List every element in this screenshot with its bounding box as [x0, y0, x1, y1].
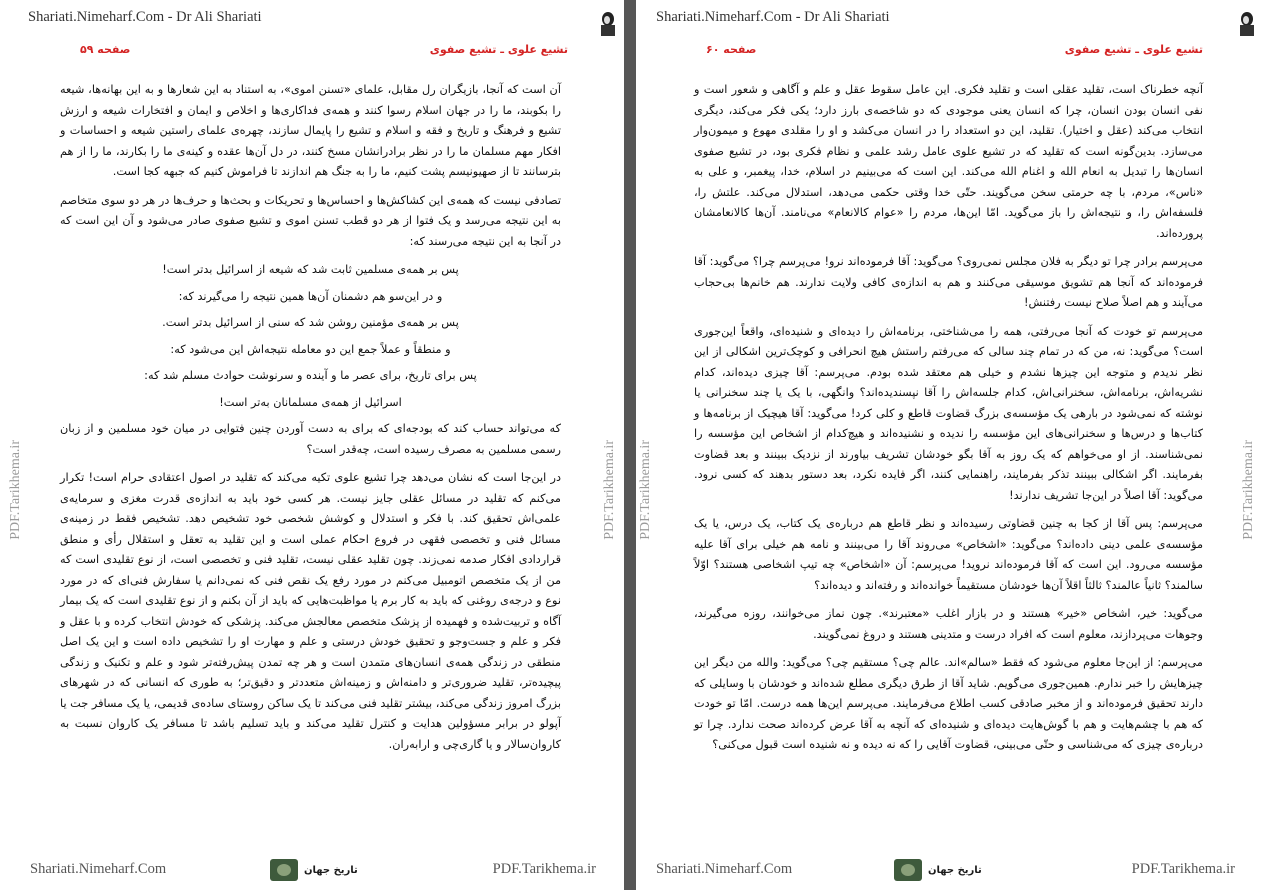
page-body [694, 80, 1203, 764]
page-number: صفحه ۵۹ [80, 43, 131, 56]
footer-pdf-link[interactable]: PDF.Tarikhema.ir [1131, 861, 1235, 877]
paragraph: آن است که آنجا، بازیگران رل مقابل، علمای «تسنن اموی»، به استناد به این شعارها و به این بهانه‌ها، شیعه را بکوبند، ما را در جهان اسلام رسوا کنند و همه‌ی فداکاری‌ها و اخلاص و ایمان و افتخارات شیعه و ارزش تشیع و فرهنگ و تاریخ و فقه و اسلام و تشیع را پایمال سازند، چهره‌ی علمای راستین شیعه و احساسات و افکار مهم مسلمان ما را در نظر برادرانشان مسخ کنند، در دل آن‌ها عقده و کینه‌ی ما را بکارند، ما را از هم بترسانند تا از صهیونیسم پشت کنیم، ما را به جنگ هم اندازند تا فراموش کنیم که جبهه کجا است. [60, 83, 561, 178]
side-watermark: PDF.Tarikhema.ir [602, 440, 617, 540]
author-portrait-icon [1237, 10, 1255, 36]
quote-line: پس بر همه‌ی مؤمنین روشن شد که سنی از اسرائیل بدتر است. [162, 316, 459, 329]
site-header: Shariati.Nimeharf.Com - Dr Ali Shariati [656, 9, 890, 25]
author-portrait-icon [598, 10, 616, 36]
side-watermark: PDF.Tarikhema.ir [638, 440, 653, 540]
paragraph: که می‌تواند حساب کند که بودجه‌ای که برای به دست آوردن چنین فتوایی در میان خود مسلمین و از زبان رسمی مسلمین به مصرف رسیده است، چه‌قدر است؟ [60, 422, 561, 456]
footer-site-link[interactable]: Shariati.Nimeharf.Com [30, 861, 167, 877]
logo-icon [270, 859, 298, 881]
logo-icon [894, 859, 922, 881]
paragraph: می‌پرسم: از این‌جا معلوم می‌شود که فقط «سالم»‌اند. عالم چی؟ مستقیم چی؟ می‌گوید: والله من دیگر این چیزهایش را خبر ندارم. همین‌جوری می‌گویم. شاید آقا از طرق دیگری مطلع شده‌اند و خودشان با وسایلی که دارند تحقیق فرموده‌اند و از مخبر صادقی کسب اطلاع می‌فرمایند. می‌پرسم این‌ها همه درست. امّا تو خودت که هم با چشم‌هایت و هم با گوش‌هایت دیده‌ای و شنیده‌ای که آنچه به آقا عرض کرده‌اند صحت ندارد. چرا تو درباره‌ی چیزی که می‌شناسی و حتّی می‌بینی، قضاوت آقایی را که نه دیده و نه شنیده است قبول می‌کنی؟ [694, 656, 1203, 751]
quote-line: پس بر همه‌ی مسلمین ثابت شد که شیعه از اسرائیل بدتر است! [162, 263, 459, 276]
page-body [60, 80, 561, 763]
paragraph: می‌پرسم: پس آقا از کجا به چنین قضاوتی رسیده‌اند و نظر قاطع هم درباره‌ی یک کتاب، یک درس، یا یک مؤسسه‌ی علمی دینی داده‌اند؟ می‌گوید: «اشخاص» می‌روند آقا را می‌بینند و نامه هم خیلی برای آقا علیه مؤسسه می‌رود. این است که آقا فرموده‌اند نروید! می‌پرسم: آن «اشخاص» چه تیپ اشخاصی هستند؟ اوّلاً سالمند؟ ثانیاً عالمند؟ ثالثاً اقلاً آن‌ها خودشان مستقیماً خوانده‌اند و رفته‌اند و دیده‌اند؟ [694, 517, 1203, 592]
paragraph: آنچه خطرناک است، تقلید عقلی است و تقلید فکری. این عامل سقوط عقل و علم و آگاهی و شعور است و نفی انسان بودن انسان، چرا که انسان یعنی موجودی که دو شاخصه‌ی بارز دارد؛ یکی فکر می‌کند، دیگری انتخاب می‌کند (عقل و اختیار). تقلید، این دو استعداد را در انسان می‌کشد و او را مقلدی مهوع و میمون‌وار می‌سازد. بدین‌گونه است که تقلید که در تشیع علوی عامل رشد علمی و نظام فکری بود، در تشیع صفوی انسان‌ها را تبدیل به انعام الله و اغنام الله می‌کند. این است که می‌بینیم در اسلام، خدا، پیغمبر، و علی به «ناس»، مردم، با چه حرمتی سخن می‌گویند. حتّی خدا وقتی حکمی می‌دهد، استدلال می‌کند. علتش را، فلسفه‌اش را، و نتیجه‌اش را باز می‌گوید. امّا این‌ها، مردم را «عوام کالانعام» می‌نامند. آن‌ها کالانعامشان پرورده‌اند. [694, 83, 1203, 240]
quote-line: و در این‌سو هم دشمنان آن‌ها همین نتیجه را می‌گیرند که: [178, 289, 443, 303]
quote-line: پس برای تاریخ، برای عصر ما و آینده و سرنوشت حوادث مسلم شد که: [144, 369, 477, 382]
footer-pdf-link[interactable]: PDF.Tarikhema.ir [492, 861, 596, 877]
paragraph: در این‌جا است که نشان می‌دهد چرا تشیع علوی تکیه می‌کند که تقلید در اصول اعتقادی حرام است! تکرار می‌کنم که تقلید در مسائل عقلی جایز نیست. هر کسی خود باید به اندازه‌ی قدرت مغزی و سرمایه‌ی علمی‌اش تحقیق کند. با فکر و استدلال و کوشش شخصی خود تشخیص دهد. تشخیص فقط در زمینه‌ی مسائل فنی و تخصصی فقهی در فروع احکام عملی است و این تقلید به تعقل و استقلال رأی و منطق قراردادی افکار صدمه نمی‌زند. چون تقلید عقلی نیست، تقلید فنی و تخصصی است، از نوع تقلیدی است که من از یک متخصص اتومبیل می‌کنم در مورد رفع یک نقص فنی که نمی‌دانم یا سفارش فنی‌ای که در مورد نوع و درجه‌ی روغنی که باید به کار برم یا مواظبت‌هایی که باید از آن بکنم و از نوع تقلیدی است که یک بیمار آگاه و تربیت‌شده و فهمیده از پزشک متخصص معالجش می‌کند. پزشکی که خودش انتخاب کرده و با عقل و فکر و علم و جست‌وجو و تحقیق خودش درستی و علم و مهارت او را تشخیص داده است و این یک اصل منطقی در زندگی همه‌ی انسان‌های متمدن است و هر چه تمدن پیش‌رفته‌تر شود و علم و تکنیک و زندگی پیچیده‌تر، تقلید ضروری‌تر و دامنه‌اش و زمینه‌اش متعددتر و دقیق‌تر؛ به طوری که انسانی که در شهرهای بزرگ امروز زندگی می‌کند، بیشتر تقلید فنی می‌کند تا یک ساکن روستای ساده‌ی قدیمی، یا یک مسافر جت یا آپولو در برابر مسؤولین هدایت و کنترل تقلید می‌کند و باید تسلیم باشد تا مسافر یک کاروان نسبت به کاروان‌سالار و یا گاری‌چی و ارابه‌ران. [60, 471, 561, 751]
page-number: صفحه ۶۰ [706, 43, 757, 56]
footer-logo [270, 858, 378, 882]
paragraph: می‌گوید: خیر، اشخاص «خیر» هستند و در بازار اغلب «معتبرند». چون نماز می‌خوانند، روزه می‌گیرند، وجوهات می‌پردازند، معلوم است که افراد درست و متدینی هستند و دروغ نمی‌گویند. [694, 607, 1203, 641]
quote-line: اسرائیل از همه‌ی مسلمانان به‌تر است! [219, 395, 402, 409]
book-title: تشیع علوی ـ تشیع صفوی [429, 43, 568, 56]
left-page [0, 0, 624, 890]
side-watermark: PDF.Tarikhema.ir [1241, 440, 1256, 540]
logo-text: تاریخ جهان [304, 864, 358, 876]
right-page [636, 0, 1263, 890]
paragraph: می‌پرسم برادر چرا تو دیگر به فلان مجلس نمی‌روی؟ می‌گوید: آقا فرموده‌اند نرو! می‌پرسم چرا؟ می‌گوید: آقا فرموده‌اند که آنجا هم تشویق موسیقی می‌کنند و هم به اندازه‌ی کافی ولایت ندارند. هم خانم‌ها بی‌حجاب می‌آیند و هم اصلاً صلاح نیست رفتنش! [694, 255, 1203, 309]
footer-logo [894, 858, 1002, 882]
paragraph: می‌پرسم تو خودت که آنجا می‌رفتی، همه را می‌شناختی، برنامه‌اش را دیده‌ای و شنیده‌ای، واقعاً این‌جوری است؟ می‌گوید: نه، من که در تمام چند سالی که می‌رفتم راستش هیچ انحرافی و کوچک‌ترین اشکالی از این نظر ندیدم و متوجه این چیزها نشدم و خیلی هم معتقد شده بودم. می‌پرسم: آقا چیزی دیده‌اند، کدام نشریه‌اش، برنامه‌اش، سخنرانی‌اش، کدام جلسه‌اش را آقا نپسندیده‌اند؟ وانگهی، با یک یا چند سخنرانی یا نوشته که نمی‌شود در بارهی یک مؤسسه‌ی بزرگ قضاوت قاطع و کلی کرد! می‌گوید: آقا هیچیک از برنامه‌ها و کتاب‌ها و درس‌ها و سخنرانی‌های این مؤسسه را ندیده و نشنیده‌اند و هیچ‌کدام از اشخاص این مؤسسه را نمی‌شناسند. از او می‌خواهم که یک روز به آقا بگو خودشان تشریف بیاورند از نزدیک ببینند و بعد قضاوت بفرمایند. اگر اشکالی ببینند تذکر بفرمایند، راهنمایی کنند، اگر فایده نکرد، بعد دستور بدهند که کسی نرود. می‌گوید: آقا اصلاً در این‌جا تشریف ندارند! [694, 324, 1203, 502]
quote-line: و منطقاً و عملاً جمع این دو معامله نتیجه‌اش این می‌شود که: [170, 342, 451, 356]
side-watermark: PDF.Tarikhema.ir [8, 440, 23, 540]
paragraph: تصادفی نیست که همه‌ی این کشاکش‌ها و احساس‌ها و تحریکات و بحث‌ها و حرف‌ها در هر دو سوی متخاصم به این نتیجه می‌رسد و یک فتوا از هر دو قطب تسنن اموی و تشیع صفوی صادر می‌شود و آن این است که در آنجا به این نتیجه می‌رسند که: [60, 193, 561, 248]
book-title: تشیع علوی ـ تشیع صفوی [1064, 43, 1203, 56]
logo-text: تاریخ جهان [928, 864, 982, 876]
footer-site-link[interactable]: Shariati.Nimeharf.Com [656, 861, 793, 877]
site-header: Shariati.Nimeharf.Com - Dr Ali Shariati [28, 9, 262, 25]
